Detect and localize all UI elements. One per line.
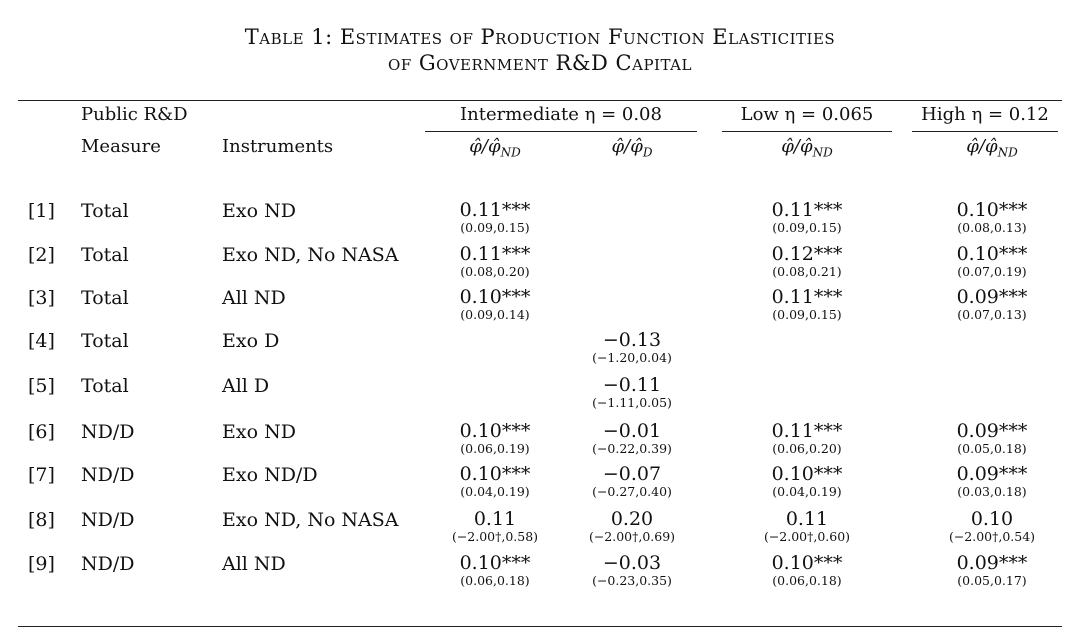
- estimate: 0.10***: [956, 243, 1028, 265]
- cell-low-nd: [732, 244, 882, 279]
- cell-int-nd: [420, 244, 570, 279]
- conf-interval: (0.03,0.18): [957, 484, 1027, 499]
- conf-interval: (0.07,0.13): [957, 307, 1027, 322]
- conf-interval: (−2.00†,0.58): [451, 529, 539, 544]
- cell-low-nd: [732, 421, 882, 456]
- row-instruments: All ND: [222, 553, 286, 575]
- row-instruments: Exo ND, No NASA: [222, 509, 399, 531]
- header-instruments: Instruments: [222, 136, 334, 157]
- estimate: 0.10***: [771, 463, 843, 485]
- row-id: [1]: [28, 200, 55, 222]
- subheader-low-nd: $\varphî/\varphî_{ND}$: [781, 136, 833, 160]
- row-id: [3]: [28, 287, 55, 309]
- estimate: 0.09***: [956, 420, 1028, 442]
- estimate: 0.10***: [459, 463, 531, 485]
- estimate: 0.10***: [459, 552, 531, 574]
- estimate: −0.01: [602, 420, 662, 442]
- header-group-low: Low η = 0.065: [740, 104, 874, 125]
- conf-interval: (−0.22,0.39): [592, 441, 672, 456]
- table-caption-line1: Table 1: Estimates of Production Function Elasticities: [244, 25, 836, 49]
- row-instruments: All ND: [222, 287, 286, 309]
- conf-interval: (0.04,0.19): [460, 484, 530, 499]
- estimate: 0.20: [610, 508, 654, 530]
- conf-interval: (0.06,0.18): [772, 573, 842, 588]
- conf-interval: (0.04,0.19): [772, 484, 842, 499]
- estimate: 0.10: [970, 508, 1014, 530]
- cell-high-nd: [917, 464, 1067, 499]
- cell-int-d: [557, 509, 707, 544]
- table-row: [0, 509, 1080, 553]
- cell-int-nd: [420, 509, 570, 544]
- subheader-int-nd: $\varphî/\varphî_{ND}$: [469, 136, 521, 160]
- conf-interval: (0.09,0.14): [460, 307, 530, 322]
- cell-int-d: [557, 553, 707, 588]
- cell-high-nd: [917, 553, 1067, 588]
- row-measure: ND/D: [81, 509, 135, 531]
- conf-interval: (0.06,0.18): [460, 573, 530, 588]
- estimate: 0.09***: [956, 552, 1028, 574]
- conf-interval: (0.06,0.19): [460, 441, 530, 456]
- estimate: 0.11***: [459, 199, 531, 221]
- table-row: [0, 375, 1080, 419]
- cell-int-nd: [420, 287, 570, 322]
- row-measure: Total: [81, 375, 129, 397]
- cell-high-nd: [917, 287, 1067, 322]
- row-measure: ND/D: [81, 421, 135, 443]
- cell-low-nd: [732, 509, 882, 544]
- conf-interval: (−0.23,0.35): [592, 573, 672, 588]
- table-row: [0, 464, 1080, 508]
- row-instruments: Exo ND/D: [222, 464, 318, 486]
- header-measure-bottom: Measure: [81, 136, 161, 157]
- row-id: [5]: [28, 375, 55, 397]
- cell-int-d: [557, 330, 707, 365]
- estimate: 0.11***: [459, 243, 531, 265]
- row-measure: ND/D: [81, 464, 135, 486]
- header-measure-top: Public R&D: [81, 104, 188, 125]
- conf-interval: (−2.00†,0.54): [948, 529, 1036, 544]
- group-underline-low: [722, 131, 892, 132]
- conf-interval: (0.05,0.18): [957, 441, 1027, 456]
- estimate: −0.13: [602, 329, 662, 351]
- estimate: 0.11: [473, 508, 517, 530]
- conf-interval: (0.08,0.20): [460, 264, 530, 279]
- table-row: [0, 287, 1080, 331]
- row-id: [6]: [28, 421, 55, 443]
- conf-interval: (0.08,0.13): [957, 220, 1027, 235]
- subheader-high-nd: $\varphî/\varphî_{ND}$: [966, 136, 1018, 160]
- conf-interval: (0.07,0.19): [957, 264, 1027, 279]
- cell-int-nd: [420, 464, 570, 499]
- table-row: [0, 244, 1080, 288]
- table-row: [0, 421, 1080, 465]
- row-instruments: All D: [222, 375, 270, 397]
- conf-interval: (−0.27,0.40): [592, 484, 672, 499]
- cell-int-nd: [420, 553, 570, 588]
- conf-interval: (−1.20,0.04): [592, 350, 672, 365]
- row-measure: Total: [81, 330, 129, 352]
- conf-interval: (0.06,0.20): [772, 441, 842, 456]
- row-id: [9]: [28, 553, 55, 575]
- estimate: 0.10***: [459, 420, 531, 442]
- cell-low-nd: [732, 464, 882, 499]
- row-measure: Total: [81, 200, 129, 222]
- table-row: [0, 200, 1080, 244]
- group-underline-intermediate: [425, 131, 697, 132]
- conf-interval: (−1.11,0.05): [592, 395, 672, 410]
- cell-low-nd: [732, 200, 882, 235]
- subheader-int-d: $\varphî/\varphî_D$: [611, 136, 653, 160]
- row-measure: Total: [81, 244, 129, 266]
- cell-high-nd: [917, 200, 1067, 235]
- estimate: 0.10***: [956, 199, 1028, 221]
- row-measure: Total: [81, 287, 129, 309]
- conf-interval: (0.05,0.17): [957, 573, 1027, 588]
- estimate: 0.11***: [771, 286, 843, 308]
- row-instruments: Exo ND, No NASA: [222, 244, 399, 266]
- estimate: 0.09***: [956, 463, 1028, 485]
- cell-high-nd: [917, 244, 1067, 279]
- conf-interval: (0.08,0.21): [772, 264, 842, 279]
- row-id: [7]: [28, 464, 55, 486]
- table-row: [0, 330, 1080, 374]
- header-group-intermediate: Intermediate η = 0.08: [460, 104, 662, 125]
- estimate: 0.11***: [771, 199, 843, 221]
- estimate: 0.10***: [771, 552, 843, 574]
- estimate: 0.11***: [771, 420, 843, 442]
- estimate: 0.09***: [956, 286, 1028, 308]
- top-rule: [18, 100, 1062, 101]
- estimate: −0.11: [602, 374, 662, 396]
- row-instruments: Exo D: [222, 330, 280, 352]
- cell-high-nd: [917, 509, 1067, 544]
- cell-int-d: [557, 421, 707, 456]
- conf-interval: (0.09,0.15): [460, 220, 530, 235]
- table-row: [0, 553, 1080, 597]
- cell-high-nd: [917, 421, 1067, 456]
- estimate: −0.03: [602, 552, 662, 574]
- cell-low-nd: [732, 553, 882, 588]
- row-instruments: Exo ND: [222, 421, 296, 443]
- cell-int-d: [557, 375, 707, 410]
- group-underline-high: [912, 131, 1058, 132]
- conf-interval: (0.09,0.15): [772, 307, 842, 322]
- cell-low-nd: [732, 287, 882, 322]
- row-instruments: Exo ND: [222, 200, 296, 222]
- table-caption-line2: of Government R&D Capital: [388, 51, 692, 75]
- cell-int-nd: [420, 200, 570, 235]
- estimate: 0.11: [785, 508, 829, 530]
- estimate: −0.07: [602, 463, 662, 485]
- row-id: [4]: [28, 330, 55, 352]
- estimate: 0.10***: [459, 286, 531, 308]
- row-id: [8]: [28, 509, 55, 531]
- conf-interval: (−2.00†,0.60): [763, 529, 851, 544]
- row-id: [2]: [28, 244, 55, 266]
- conf-interval: (0.09,0.15): [772, 220, 842, 235]
- row-measure: ND/D: [81, 553, 135, 575]
- header-group-high: High η = 0.12: [921, 104, 1049, 125]
- cell-int-nd: [420, 421, 570, 456]
- cell-int-d: [557, 464, 707, 499]
- bottom-rule: [18, 626, 1062, 627]
- estimate: 0.12***: [771, 243, 843, 265]
- conf-interval: (−2.00†,0.69): [588, 529, 676, 544]
